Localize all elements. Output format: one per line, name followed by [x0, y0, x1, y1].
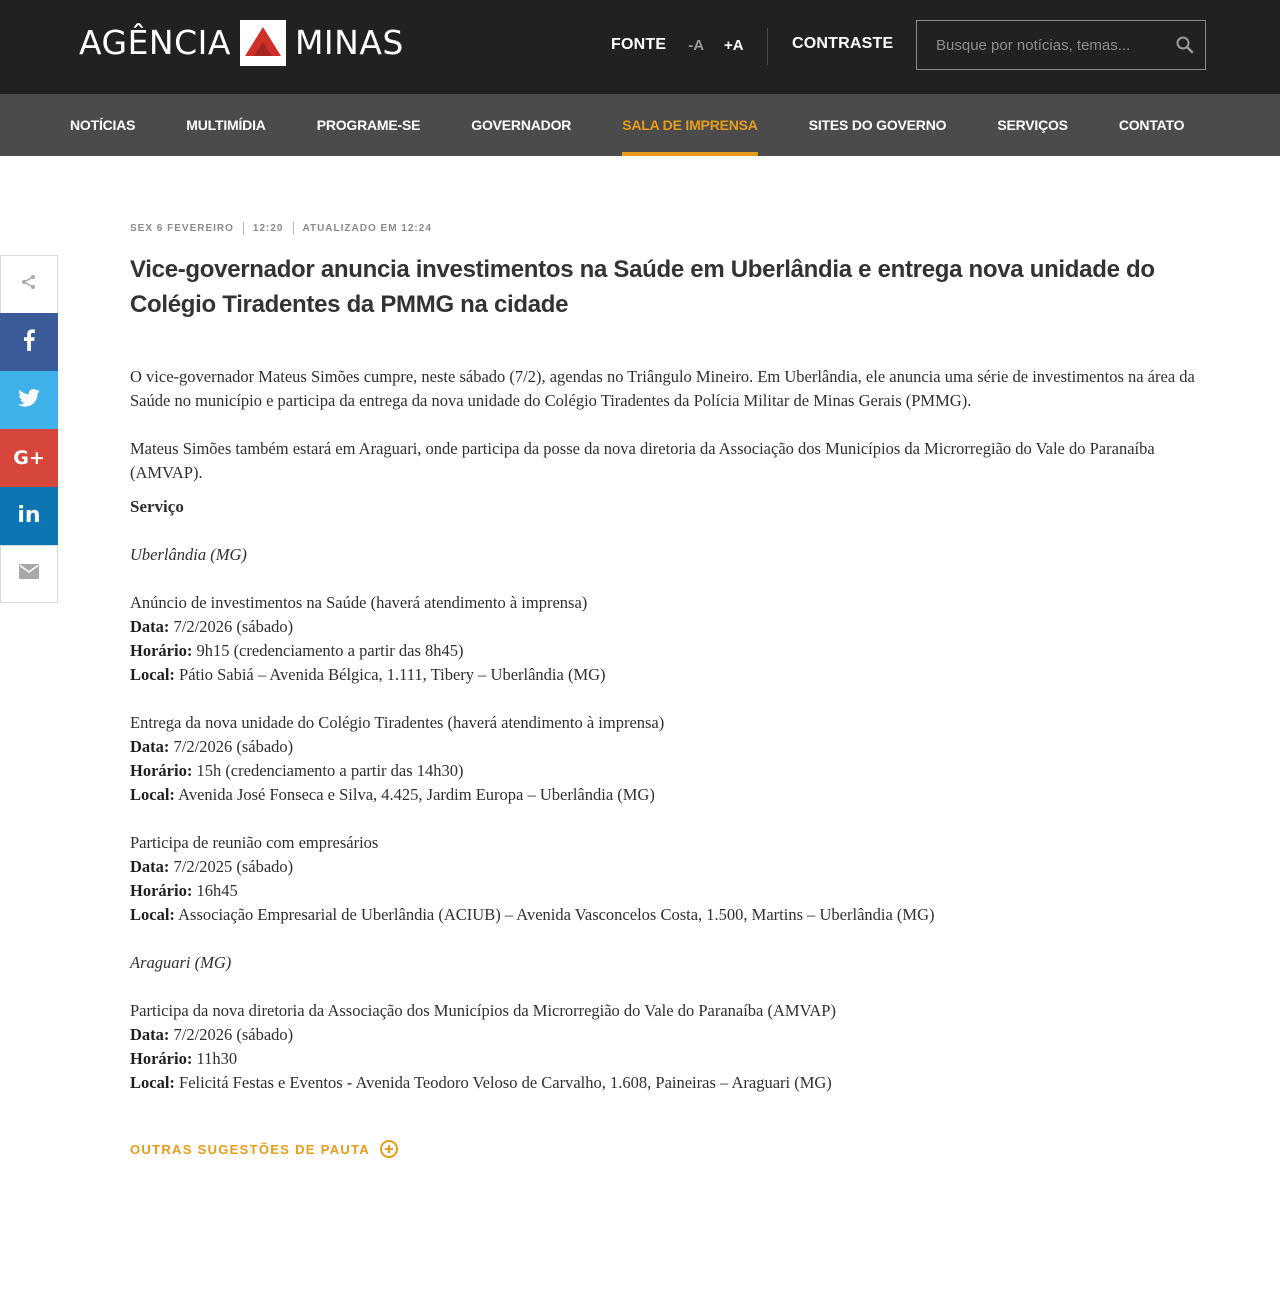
location-label: Local:: [130, 1073, 175, 1092]
event-date-value: 7/2/2026 (sábado): [173, 617, 294, 636]
event-location: [130, 903, 1205, 927]
date-label: Data:: [130, 617, 170, 636]
event-title: Entrega da nova unidade do Colégio Tiradentes (haverá atendimento à imprensa): [130, 713, 665, 732]
event-time: [130, 639, 1205, 663]
location-label: Local:: [130, 905, 175, 924]
article-meta: [130, 222, 432, 235]
nav-item-servicos[interactable]: SERVIÇOS: [997, 117, 1068, 133]
event-title: Participa de reunião com empresários: [130, 833, 379, 852]
event-location-value: Felicitá Festas e Eventos - Avenida Teodoro Veloso de Carvalho, 1.608, Paineiras – Araguari (MG): [179, 1073, 832, 1092]
search-icon[interactable]: [1175, 35, 1195, 55]
font-increase-button[interactable]: +A: [724, 36, 744, 54]
facebook-share-button[interactable]: [0, 313, 58, 371]
nav-item-sites-do-governo[interactable]: SITES DO GOVERNO: [808, 117, 947, 133]
servico-heading: Serviço: [130, 497, 184, 516]
site-header: [0, 0, 1280, 94]
meta-separator: [243, 222, 244, 235]
event-date-value: 7/2/2026 (sábado): [173, 737, 294, 756]
nav-item-multimidia[interactable]: MULTIMÍDIA: [186, 117, 266, 133]
event-location: [130, 1071, 1205, 1095]
more-suggestions-link[interactable]: [130, 1140, 398, 1158]
event-date: [130, 735, 1205, 759]
more-suggestions-label: OUTRAS SUGESTÕES DE PAUTA: [130, 1141, 371, 1157]
event-time: [130, 759, 1205, 783]
event-time-value: 11h30: [196, 1049, 238, 1068]
location-label: Local:: [130, 785, 175, 804]
share-icon: [20, 273, 38, 296]
facebook-icon: [22, 329, 36, 356]
event-date-value: 7/2/2025 (sábado): [173, 857, 294, 876]
font-size-controls: [611, 30, 744, 60]
article-updated: ATUALIZADO EM 12:24: [302, 223, 432, 234]
logo-text-minas: MINAS: [294, 23, 404, 62]
site-logo[interactable]: [79, 20, 404, 66]
time-label: Horário:: [130, 881, 193, 900]
article-body: [130, 365, 1205, 1095]
city-heading: Uberlândia (MG): [130, 545, 247, 564]
twitter-icon: [18, 389, 40, 412]
nav-item-governador[interactable]: GOVERNADOR: [471, 117, 572, 133]
event-location: [130, 783, 1205, 807]
search-input[interactable]: [917, 21, 1167, 69]
event-location: [130, 663, 1205, 687]
nav-item-noticias[interactable]: NOTÍCIAS: [70, 117, 136, 133]
event-title: Anúncio de investimentos na Saúde (haverá atendimento à imprensa): [130, 593, 588, 612]
article-paragraph: O vice-governador Mateus Simões cumpre, neste sábado (7/2), agendas no Triângulo Mineiro. Em Uberlândia, ele anuncia uma série de investimentos na área da Saúde no município e participa da entrega da nova unidade do Colégio Tiradentes da Polícia Militar de Minas Gerais (PMMG).: [130, 367, 1195, 410]
twitter-share-button[interactable]: [0, 371, 58, 429]
event-time-value: 15h (credenciamento a partir das 14h30): [196, 761, 464, 780]
font-label: FONTE: [611, 36, 667, 53]
article-time: 12:20: [252, 223, 284, 234]
event-date: [130, 615, 1205, 639]
font-decrease-button[interactable]: -A: [688, 36, 705, 54]
logo-mark-icon: [240, 20, 286, 66]
share-sidebar: [0, 255, 58, 603]
share-button[interactable]: [0, 255, 58, 313]
date-label: Data:: [130, 857, 170, 876]
location-label: Local:: [130, 665, 175, 684]
time-label: Horário:: [130, 761, 193, 780]
nav-item-programe-se[interactable]: PROGRAME-SE: [316, 117, 421, 133]
article-title: Vice-governador anuncia investimentos na Saúde em Uberlândia e entrega nova unidade do Colégio Tiradentes da PMMG na cidade: [130, 256, 1155, 318]
meta-separator: [293, 222, 294, 235]
nav-item-sala-de-imprensa[interactable]: SALA DE IMPRENSA: [622, 94, 758, 156]
google-plus-icon: G+: [13, 447, 45, 469]
date-label: Data:: [130, 1025, 170, 1044]
email-icon: [19, 564, 39, 584]
linkedin-share-button[interactable]: [0, 487, 58, 545]
event-date-value: 7/2/2026 (sábado): [173, 1025, 294, 1044]
city-heading: Araguari (MG): [130, 953, 232, 972]
event-time: [130, 879, 1205, 903]
nav-item-contato[interactable]: CONTATO: [1118, 117, 1185, 133]
plus-circle-icon: [380, 1140, 398, 1158]
contrast-button[interactable]: CONTRASTE: [792, 35, 894, 52]
date-label: Data:: [130, 737, 170, 756]
time-label: Horário:: [130, 1049, 193, 1068]
article-paragraph: Mateus Simões também estará em Araguari, onde participa da posse da nova diretoria da Associação dos Municípios da Microrregião do Vale do Paranaíba (AMVAP).: [130, 439, 1155, 482]
event-time-value: 9h15 (credenciamento a partir das 8h45): [196, 641, 464, 660]
event-time-value: 16h45: [196, 881, 238, 900]
email-share-button[interactable]: [0, 545, 58, 603]
event-time: [130, 1047, 1205, 1071]
event-location-value: Avenida José Fonseca e Silva, 4.425, Jardim Europa – Uberlândia (MG): [178, 785, 655, 804]
search-box: [916, 20, 1206, 70]
event-title: Participa da nova diretoria da Associação dos Municípios da Microrregião do Vale do Paranaíba (AMVAP): [130, 1001, 836, 1020]
logo-text-agencia: AGÊNCIA: [79, 23, 231, 62]
linkedin-icon: in: [17, 503, 41, 528]
header-divider: [767, 28, 768, 65]
event-date: [130, 855, 1205, 879]
event-location-value: Associação Empresarial de Uberlândia (ACIUB) – Avenida Vasconcelos Costa, 1.500, Martins – Uberlândia (MG): [178, 905, 935, 924]
event-date: [130, 1023, 1205, 1047]
article-date: SEX 6 FEVEREIRO: [130, 223, 234, 234]
event-location-value: Pátio Sabiá – Avenida Bélgica, 1.111, Tibery – Uberlândia (MG): [179, 665, 606, 684]
google-plus-share-button[interactable]: [0, 429, 58, 487]
time-label: Horário:: [130, 641, 193, 660]
nav-list: [70, 94, 1235, 156]
main-nav: [0, 94, 1280, 156]
